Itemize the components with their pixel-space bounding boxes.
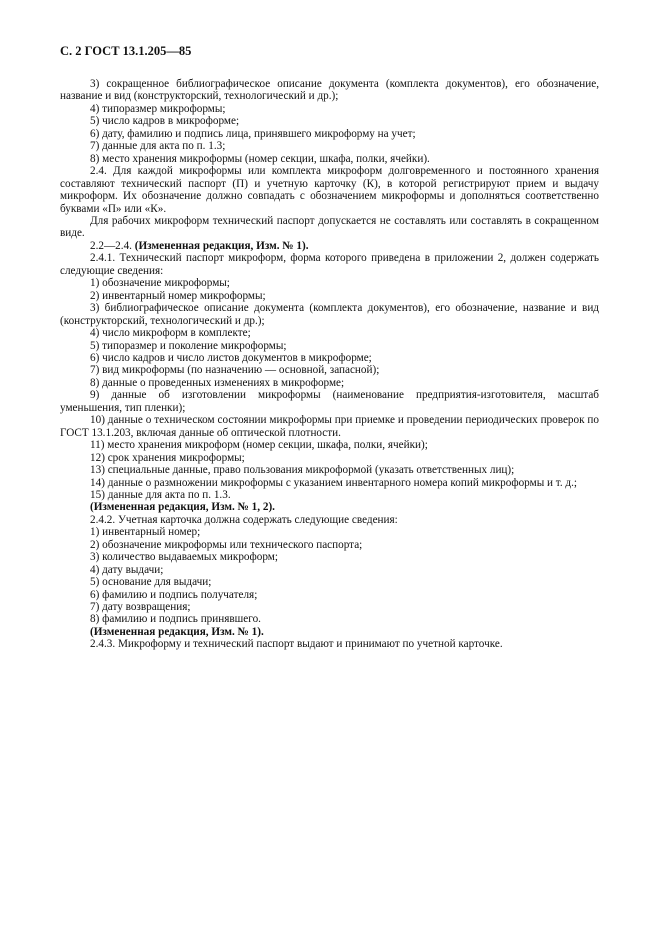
paragraph: 2) обозначение микроформы или технического паспорта; bbox=[90, 538, 363, 551]
paragraph: 8) фамилию и подпись принявшего. bbox=[90, 613, 261, 626]
paragraph: 12) срок хранения микроформы; bbox=[90, 451, 245, 464]
paragraph: 5) основание для выдачи; bbox=[90, 576, 212, 589]
paragraph: 6) число кадров и число листов документов в микроформе; bbox=[90, 351, 372, 364]
paragraph: 14) данные о размножении микроформы с указанием инвентарного номера копий микроформы и т. д.; bbox=[90, 476, 578, 489]
paragraph: 8) место хранения микроформы (номер секции, шкафа, полки, ячейки). bbox=[90, 152, 430, 165]
paragraph: 6) дату, фамилию и подпись лица, принявшего микроформу на учет; bbox=[90, 127, 416, 140]
paragraph: 8) данные о проведенных изменениях в микроформе; bbox=[90, 376, 345, 389]
paragraph: 2.4. Для каждой микроформы или комплекта микроформ долговременного и постоянного хранения составляют технический паспорт (П) и учетную карточку (К), в которой регистрируют прием и выдачу микроформ. Их обозначение должно совпадать с обозначением микроформы и дополняться соответственно буквами «П» или «К». bbox=[60, 165, 599, 215]
paragraph: 4) дату выдачи; bbox=[90, 563, 164, 576]
paragraph: 2) инвентарный номер микроформы; bbox=[90, 289, 266, 302]
amendment-line bbox=[60, 240, 599, 252]
page-header: С. 2 ГОСТ 13.1.205—85 bbox=[60, 44, 192, 58]
paragraph: 3) сокращенное библиографическое описание документа (комплекта документов), его обозначение, название и вид (конструкторский, технологический и др.); bbox=[60, 78, 599, 103]
document-body bbox=[60, 78, 599, 651]
paragraph: 11) место хранения микроформ (номер секции, шкафа, полки, ячейки); bbox=[90, 439, 428, 452]
paragraph: 4) типоразмер микроформы; bbox=[90, 102, 226, 115]
paragraph: 2.4.2. Учетная карточка должна содержать следующие сведения: bbox=[90, 513, 398, 526]
paragraph: 5) число кадров в микроформе; bbox=[90, 115, 240, 128]
paragraph: 4) число микроформ в комплекте; bbox=[90, 327, 251, 340]
paragraph: 1) обозначение микроформы; bbox=[90, 277, 230, 290]
paragraph: 13) специальные данные, право пользования микроформой (указать ответственных лиц); bbox=[90, 464, 515, 477]
amendment-prefix: 2.2—2.4. bbox=[90, 239, 135, 252]
paragraph: 15) данные для акта по п. 1.3. bbox=[90, 488, 231, 501]
paragraph: 2.4.3. Микроформу и технический паспорт выдают и принимают по учетной карточке. bbox=[90, 638, 503, 651]
paragraph: 3) количество выдаваемых микроформ; bbox=[90, 551, 278, 564]
paragraph: 7) дату возвращения; bbox=[90, 601, 191, 614]
paragraph: 1) инвентарный номер; bbox=[90, 526, 201, 539]
amendment-note: (Измененная редакция, Изм. № 1). bbox=[90, 625, 264, 638]
paragraph: 9) данные об изготовлении микроформы (наименование предприятия-изготовителя, масштаб уменьшения, тип пленки); bbox=[60, 389, 599, 414]
paragraph: 7) вид микроформы (по назначению — основной, запасной); bbox=[90, 364, 380, 377]
paragraph: 2.4.1. Технический паспорт микроформ, форма которого приведена в приложении 2, должен содержать следующие сведения: bbox=[60, 252, 599, 277]
paragraph: 3) библиографическое описание документа (комплекта документов), его обозначение, название и вид (конструкторский, технологический и др.); bbox=[60, 302, 599, 327]
paragraph: 6) фамилию и подпись получателя; bbox=[90, 588, 258, 601]
paragraph: 7) данные для акта по п. 1.3; bbox=[90, 140, 226, 153]
amendment-note: (Измененная редакция, Изм. № 1, 2). bbox=[90, 501, 275, 514]
amendment-note: (Измененная редакция, Изм. № 1). bbox=[134, 239, 309, 252]
paragraph: 10) данные о техническом состоянии микроформы при приемке и проведении периодических проверок по ГОСТ 13.1.203, включая данные об оптической плотности. bbox=[60, 414, 599, 439]
paragraph: Для рабочих микроформ технический паспорт допускается не составлять или составлять в сокращенном виде. bbox=[60, 214, 599, 240]
paragraph: 5) типоразмер и поколение микроформы; bbox=[90, 339, 287, 352]
